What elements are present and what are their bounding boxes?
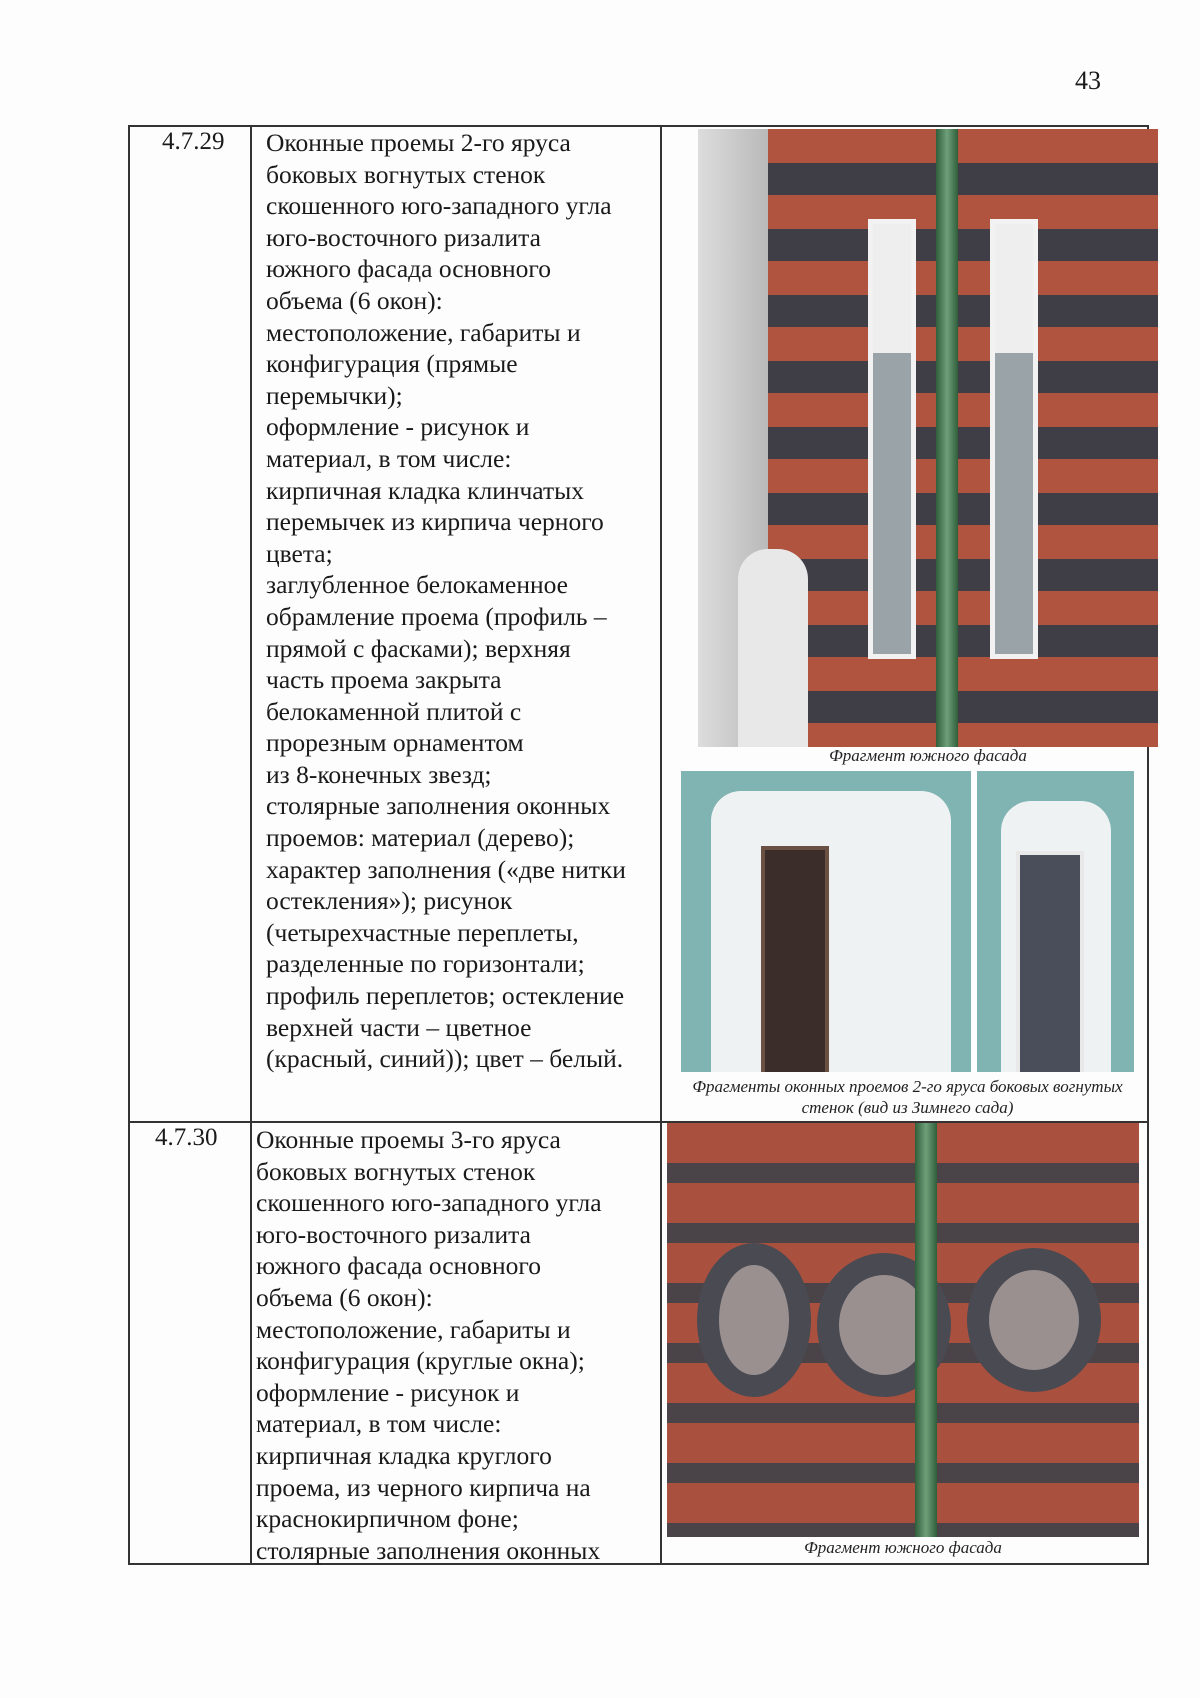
table-col-divider-2 xyxy=(660,125,662,1565)
photo-window-fragments xyxy=(681,771,1134,1072)
photo-caption: Фрагменты оконных проемов 2-го яруса боковых вогнутых стенок (вид из Зимнего сада) xyxy=(692,1077,1123,1117)
photo-south-facade xyxy=(698,129,1158,747)
photo-south-facade-round-windows xyxy=(667,1123,1139,1537)
page-number: 43 xyxy=(1075,66,1101,95)
row-number: 4.7.29 xyxy=(162,128,225,155)
photo-caption: Фрагмент южного фасада xyxy=(804,1538,1002,1557)
table-col-divider-1 xyxy=(250,125,252,1565)
row-number: 4.7.30 xyxy=(155,1124,218,1151)
row-description: Оконные проемы 3-го яруса боковых вогнутых стенок скошенного юго-западного угла юго-восточного ризалита южного фасада основного объема (6 окон): местоположение, габариты и конфигурация (круглые окна); оформление - рисунок и материал, в том числе: кирпичная кладка круглого проема, из черного кирпича на краснокирпичном фоне; столярные заполнения оконных xyxy=(256,1125,602,1565)
photo-caption: Фрагмент южного фасада xyxy=(829,746,1027,765)
table-border-left xyxy=(128,125,130,1565)
row-description: Оконные проемы 2-го яруса боковых вогнутых стенок скошенного юго-западного угла юго-восточного ризалита южного фасада основного объема (6 окон): местоположение, габариты и конфигурация (прямые перемычки); оформление - рисунок и материал, в том числе: кирпичная кладка клинчатых перемычек из кирпича черного цвета; заглубленное белокаменное обрамление проема (профиль – прямой с фасками); верхняя часть проема закрыта белокаменной плитой с прорезным орнаментом из 8-конечных звезд; столярные заполнения оконных проемов: материал (дерево); характер заполнения («две нитки остекления»); рисунок (четырехчастные переплеты, разделенные по горизонтали; профиль переплетов; остекление верхней части – цветное (красный, синий)); цвет – белый. xyxy=(266,128,626,1074)
